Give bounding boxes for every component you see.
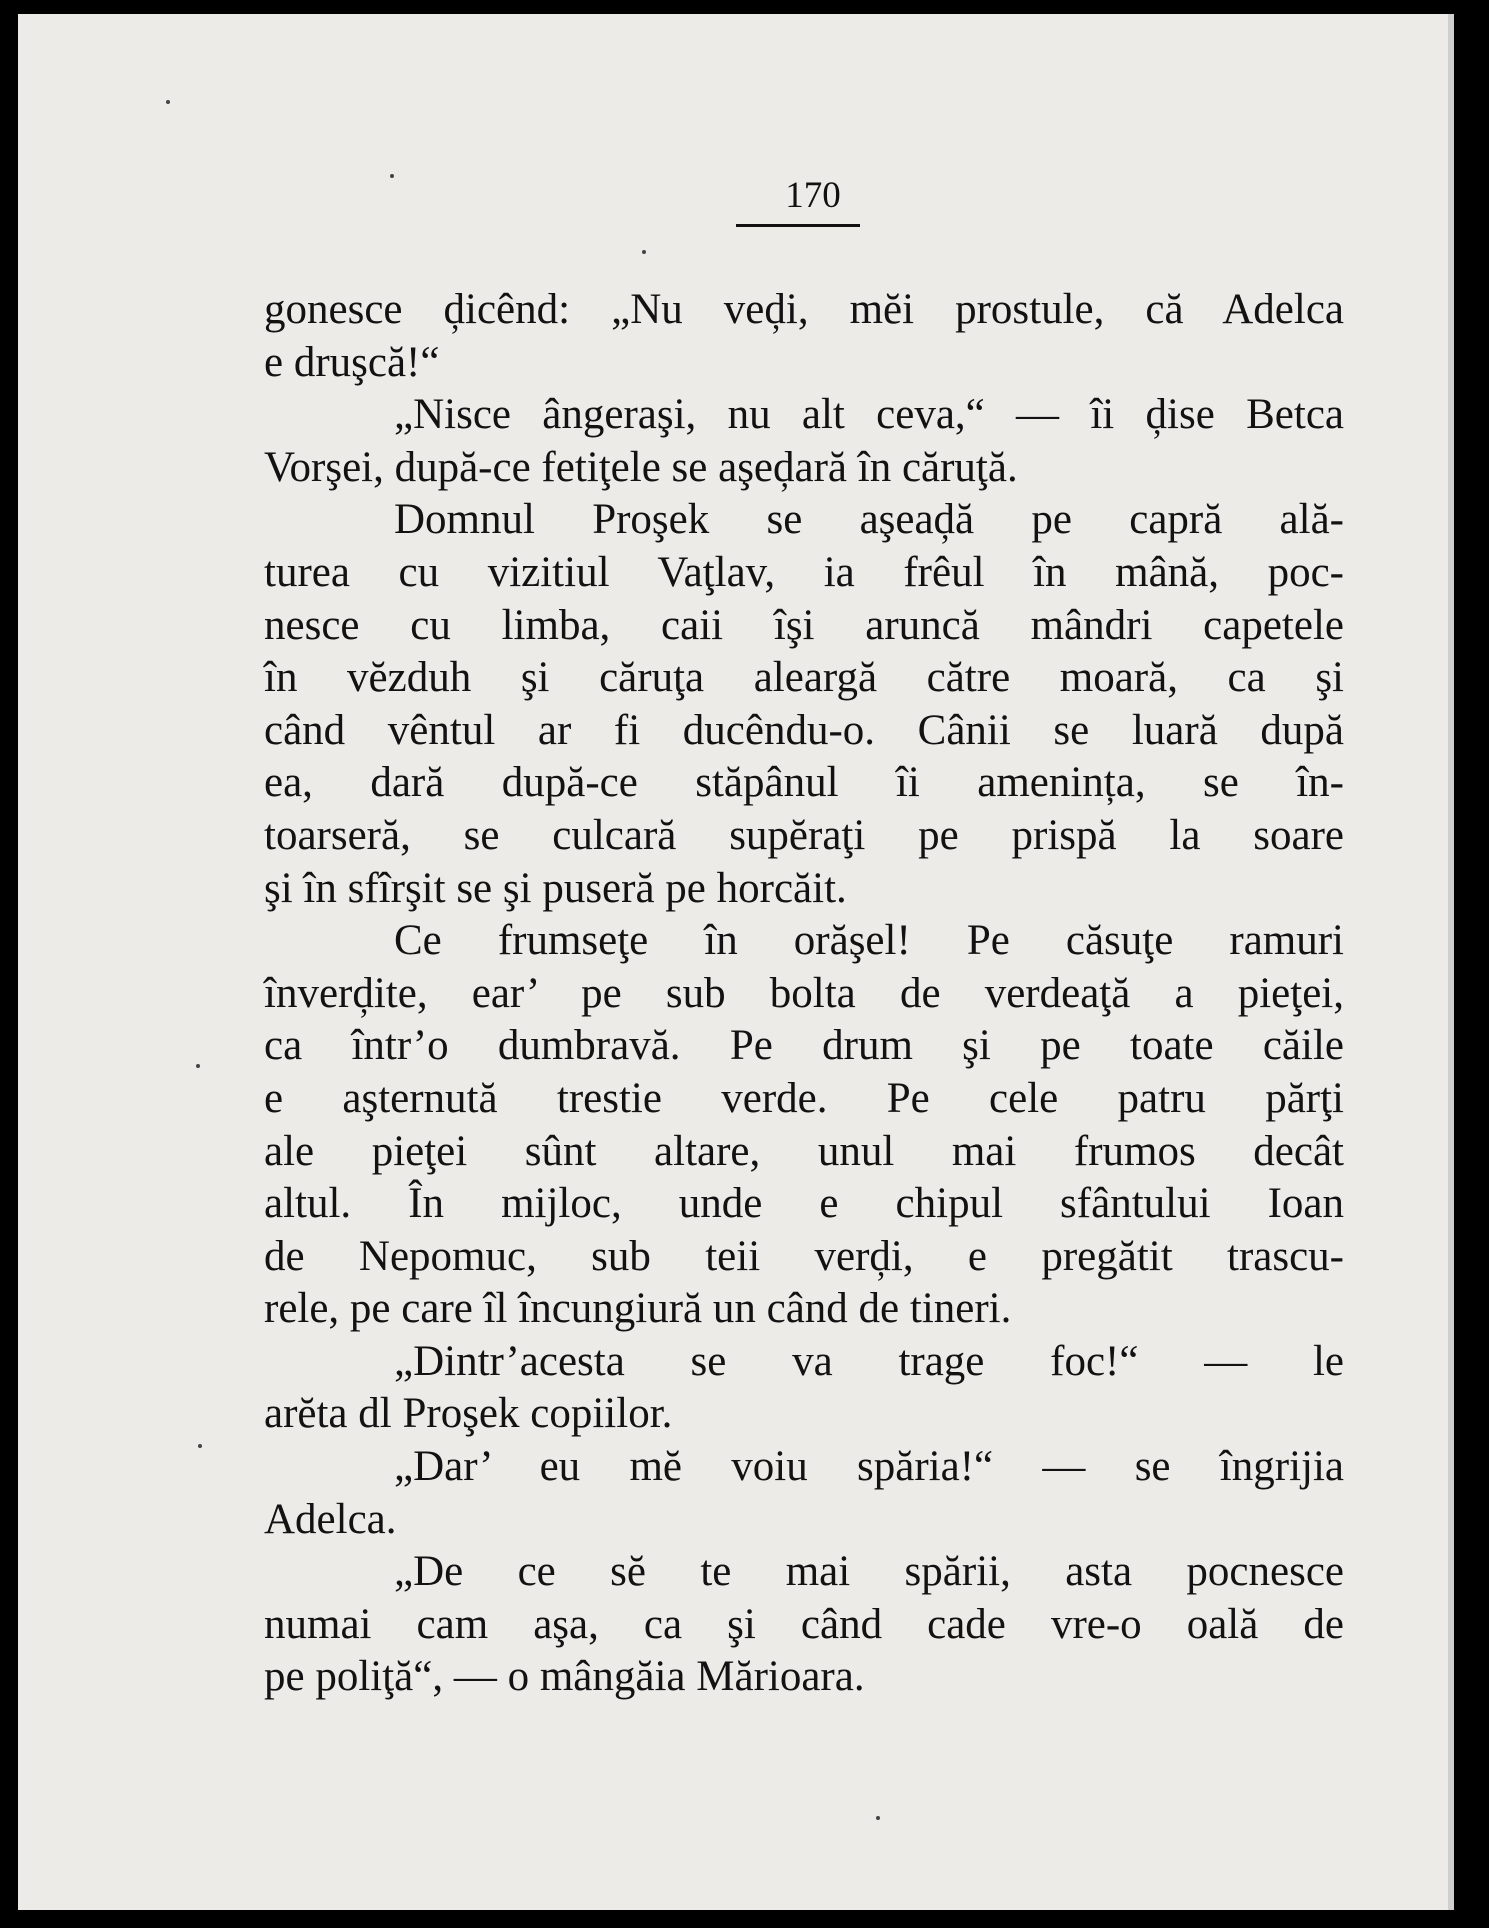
text-line: Domnul Proşek se aşeaḑă pe capră ală- [394,496,1344,544]
text-line: e druşcă!“ [264,338,440,386]
text-line: turea cu vizitiul Vaţlav, ia frêul în mână, poc- [264,548,1344,596]
text-line: ca într’o dumbravă. Pe drum şi pe toate căile [264,1022,1344,1070]
print-speck [198,1444,202,1448]
print-speck [876,1816,880,1820]
text-line: arĕta dl Proşek copiilor. [264,1390,673,1438]
text-line: „Dar’ eu mĕ voiu spăria!“ — se îngrijia [394,1443,1344,1491]
text-line: „Dintr’acesta se va trage foc!“ — le [394,1337,1344,1385]
text-line: pe poliţă“, — o mângăia Mărioara. [264,1653,865,1701]
print-speck [196,1064,200,1068]
book-page [18,14,1454,1910]
text-line: e aşternută trestie verde. Pe cele patru părţi [264,1074,1344,1122]
page-number: 170 [785,175,841,216]
text-line: Adelca. [264,1495,397,1543]
text-line: „Nisce ângeraşi, nu alt ceva,“ — îi ḑise Betca [394,391,1344,439]
text-line: Ce frumseţe în orăşel! Pe căsuţe ramuri [394,917,1344,965]
text-line: înverḑite, ear’ pe sub bolta de verdeaţă a pieţei, [264,969,1344,1017]
text-line: ea, dară după-ce stăpânul îi amenința, se în- [264,759,1344,807]
text-line: ale pieţei sûnt altare, unul mai frumos decât [264,1127,1344,1175]
text-line: „De ce sĕ te mai spării, asta pocnesce [394,1548,1344,1596]
text-line: altul. În mijloc, unde e chipul sfântului Ioan [264,1180,1344,1228]
print-speck [390,174,394,178]
print-speck [166,100,170,104]
text-line: rele, pe care îl încungiură un când de tineri. [264,1285,1012,1333]
text-line: numai cam aşa, ca şi când cade vre-o oală de [264,1600,1344,1648]
text-line: când vêntul ar fi ducêndu-o. Cânii se luară după [264,706,1344,754]
text-line: în vĕzduh şi căruţa aleargă către moară, ca şi [264,654,1344,702]
text-line: gonesce ḑicênd: „Nu veḑi, mĕi prostule, că Adelca [264,286,1344,333]
text-line: nesce cu limba, caii îşi aruncă mândri capetele [264,601,1344,649]
print-speck [642,250,646,254]
text-line: Vorşei, după-ce fetiţele se aşeḑară în căruţă. [264,443,1018,491]
body-text [264,284,1344,1704]
text-line: toarseră, se culcară supĕraţi pe prispă la soare [264,811,1344,859]
page-number-rule [736,224,860,227]
text-line: de Nepomuc, sub teii verḑi, e pregătit trascu- [264,1232,1344,1280]
text-line: şi în sfîrşit se şi puseră pe horcăit. [264,864,847,912]
